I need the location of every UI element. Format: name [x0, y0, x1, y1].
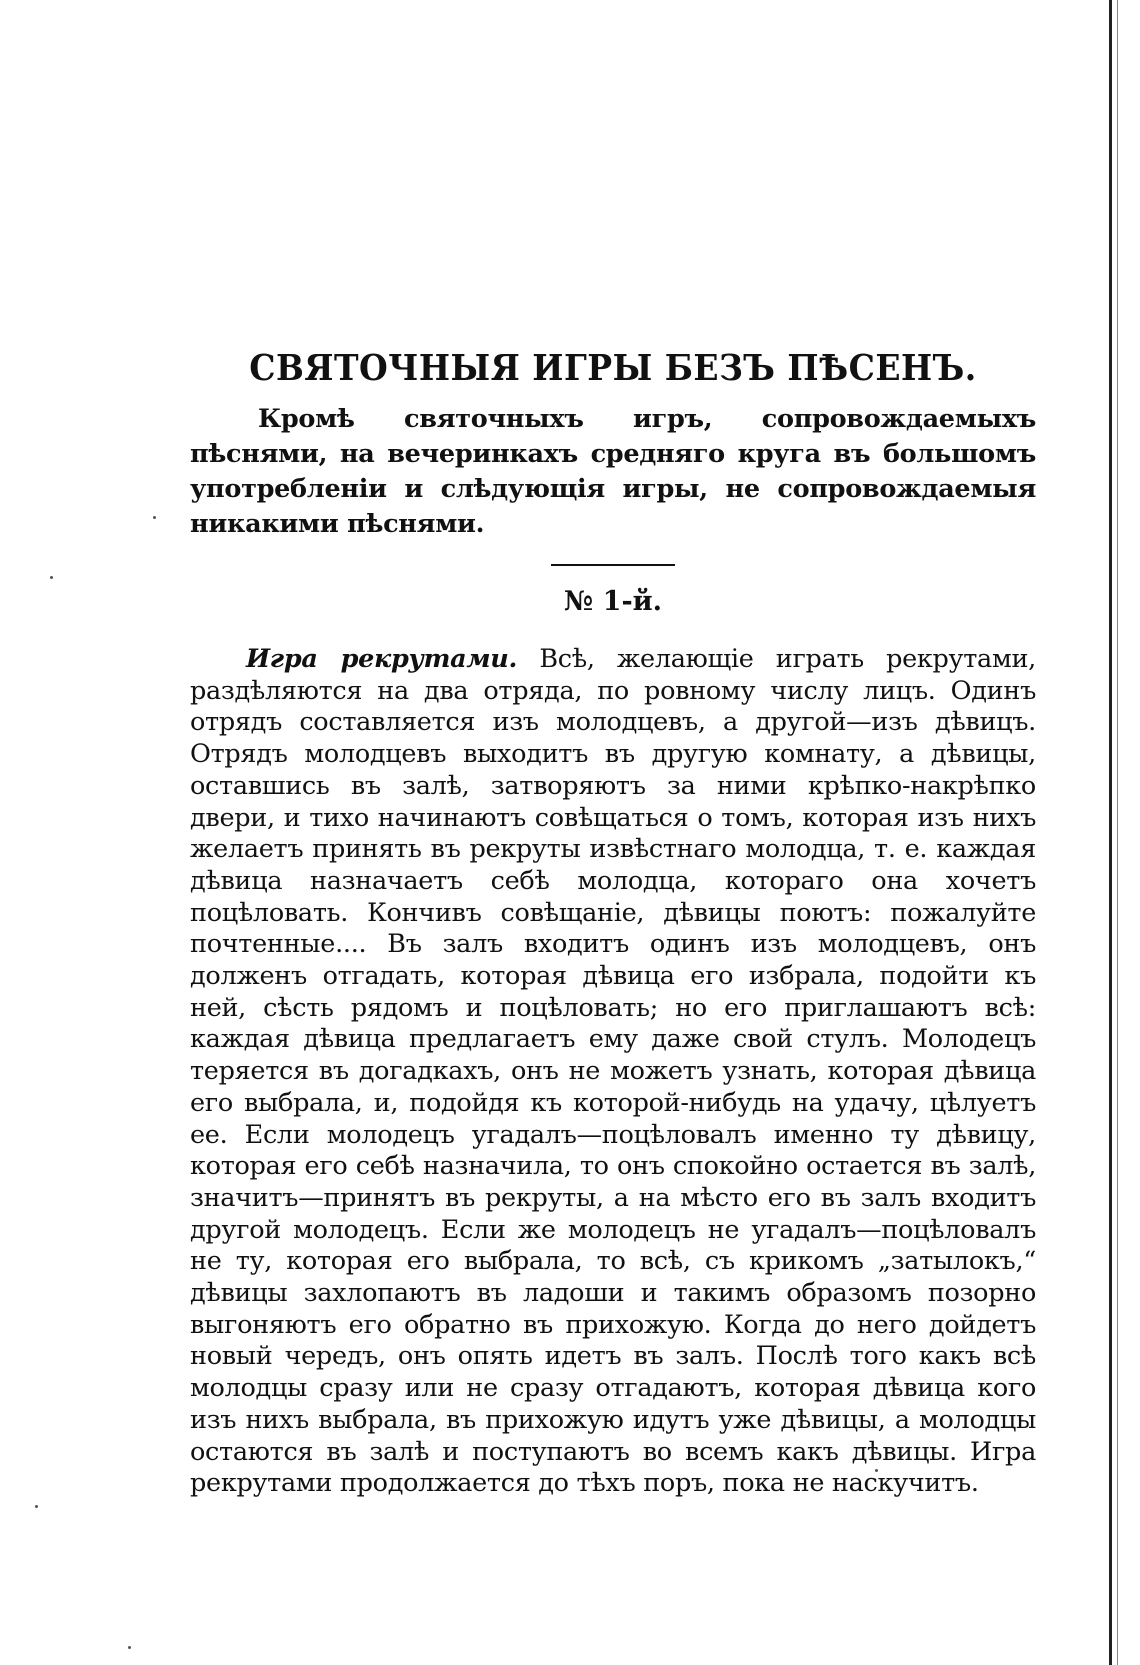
scan-speck [128, 1646, 131, 1649]
page-title: СВЯТОЧНЫЯ ИГРЫ БЕЗЪ ПѢСЕНЪ. [249, 346, 977, 389]
page-edge-rule-thin [1117, 0, 1118, 1665]
game-text: Всѣ, желающіе играть рекрутами, раздѣляются на два отряда, по ровному числу лицъ. Одинъ отрядъ составляется изъ молодцевъ, а другой—изъ дѣвицъ. Отрядъ молодцевъ выходитъ въ другую комнату, а дѣвицы, оставшись въ залѣ, затворяютъ за ними крѣпко-накрѣпко двери, и тихо начинаютъ совѣщаться о томъ, которая изъ нихъ желаетъ принять въ рекруты извѣстнаго молодца, т. е. каждая дѣвица назначаетъ себѣ молодца, котораго она хочетъ поцѣловать. Кончивъ совѣщаніе, дѣвицы поютъ: пожалуйте почтенные.... Въ залъ входитъ одинъ изъ молодцевъ, онъ долженъ отгадать, которая дѣвица его избрала, подойти къ ней, сѣсть рядомъ и поцѣловать; но его приглашаютъ всѣ: каждая дѣвица предлагаетъ ему даже свой стулъ. Молодецъ теряется въ догадкахъ, онъ не можетъ узнать, которая дѣвица его выбрала, и, подойдя къ которой-нибудь на удачу, цѣлуетъ ее. Если молодецъ угадалъ—поцѣловалъ именно ту дѣвицу, которая его себѣ назначила, то онъ спокойно остается въ залѣ, значитъ—принятъ въ рекруты, а на мѣсто его въ залъ входитъ другой молодецъ. Если же молодецъ не угадалъ—поцѣловалъ не ту, которая его выбрала, то всѣ, съ крикомъ „затылокъ,“ дѣвицы захлопаютъ въ ладоши и такимъ образомъ позорно выгоняютъ его обратно въ прихожую. Когда до него дойдетъ новый чередъ, онъ опять идетъ въ залъ. Послѣ того какъ всѣ молодцы сразу или не сразу отгадаютъ, которая дѣвица кого изъ нихъ выбрала, въ прихожую идутъ уже дѣвицы, а молодцы остаются въ залѣ и поступаютъ во всемъ какъ дѣвицы. Игра рекрутами продолжается до тѣхъ поръ, пока не наскучитъ. [190, 644, 1036, 1499]
scan-speck [35, 1505, 38, 1508]
page-edge-rule [1109, 0, 1112, 1665]
intro-paragraph: Кромѣ святочныхъ игръ, сопровождаемыхъ пѣснями, на вечеринкахъ средняго круга въ большомъ употребленіи и слѣдующія игры, не сопровождаемыя никакими пѣснями. [190, 404, 1036, 539]
scan-speck [153, 516, 156, 519]
game-description [190, 644, 1036, 1500]
scan-speck [50, 576, 53, 579]
game-title: Игра рекрутами. [246, 644, 518, 674]
page-content [190, 346, 1036, 1500]
section-number: № 1-й. [563, 586, 663, 617]
section-divider [551, 564, 675, 566]
